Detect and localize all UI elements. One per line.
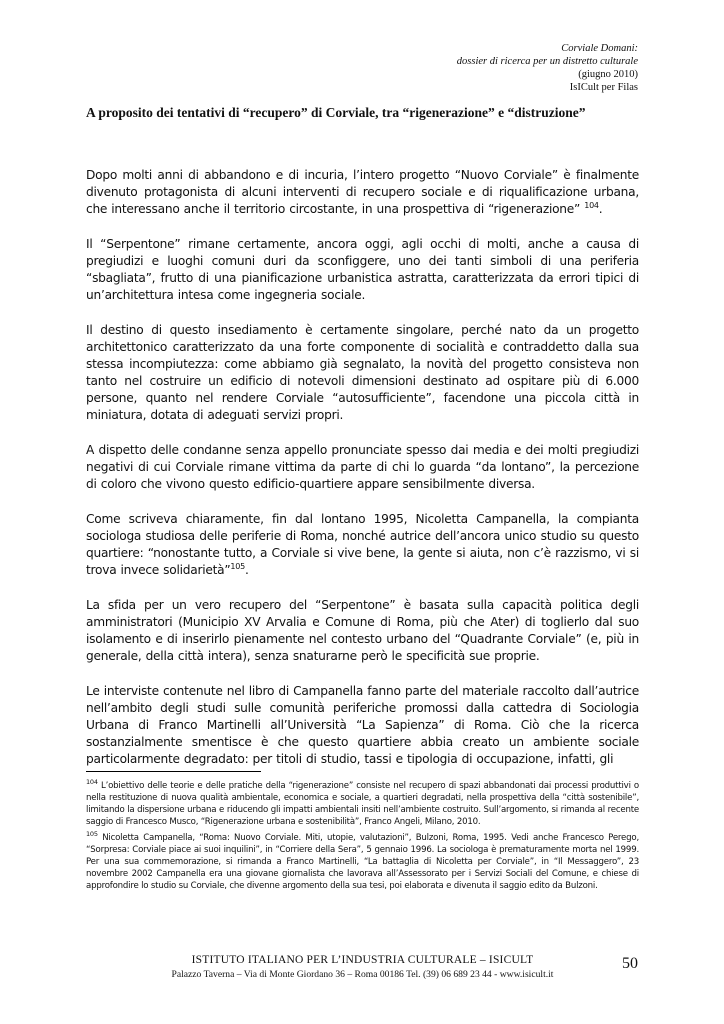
header-line-3: (giugno 2010)	[578, 69, 638, 80]
footnote-ref-105[interactable]: 105	[230, 561, 245, 571]
paragraph-1	[86, 167, 639, 218]
page-number: 50	[622, 955, 638, 972]
paragraph-3: Il destino di questo insediamento è certamente singolare, perché nato da un progetto architettonico caratterizzato da una forte componente di socialità e contraddetto dalla sua stessa incompiutezza: come abbiamo già segnalato, la novità del progetto consisteva non tanto nel costruire un edificio di notevoli dimensioni destinato ad ospitare più di 6.000 persone, quanto nel rendere Corviale “autosufficiente”, facendone una piccola città in miniatura, dotata di adeguati servizi propri.	[86, 323, 639, 422]
paragraph-7: Le interviste contenute nel libro di Campanella fanno parte del materiale raccolto dall’autrice nell’ambito degli studi sulle comunità periferiche promossi dalla cattedra di Sociologia Urbana di Franco Martinelli all’Università “La Sapienza” di Roma. Ciò che la ricerca sostanzialmente smentisce è che questo quartiere abbia creato un ambiente sociale particolarmente degradato: per titoli di studio, tassi e tipologia di occupazione, infatti, gli	[86, 684, 639, 766]
header-line-1: Corviale Domani:	[561, 43, 638, 54]
paragraph-2: Il “Serpentone” rimane certamente, ancora oggi, agli occhi di molti, anche a causa di pregiudizi e luoghi comuni duri da sconfiggere, uno dei tanti simboli di una periferia “sbagliata”, frutto di una pianificazione urbanistica astratta, caratterizzata da errori tipici di un’architettura intesa come ingegneria sociale.	[86, 237, 639, 302]
footnote-104-number: 104	[86, 778, 98, 787]
paragraph-5-end: .	[244, 563, 249, 577]
body-text	[86, 167, 639, 786]
header-line-2: dossier di ricerca per un distretto culturale	[456, 56, 638, 67]
footer-institute: ISTITUTO ITALIANO PER L’INDUSTRIA CULTURALE – ISICULT	[191, 954, 534, 966]
paragraph-1-text: Dopo molti anni di abbandono e di incuria, l’intero progetto “Nuovo Corviale” è finalmente divenuto protagonista di alcuni interventi di recupero sociale e di riqualificazione urbana, che interessano anche il territorio circostante, in una prospettiva di “rigenerazione”	[86, 168, 639, 216]
footnote-ref-104[interactable]: 104	[584, 200, 599, 210]
paragraph-6: La sfida per un vero recupero del “Serpentone” è basata sulla capacità politica degli amministratori (Municipio XV Arvalia e Comune di Roma, più che Ater) di toglierlo dal suo isolamento e di inserirlo pienamente nel contesto urbano del “Quadrante Corviale” (e, più in generale, della città intera), senza snaturarne però le specificità sue proprie.	[86, 598, 639, 663]
page-footer	[86, 953, 639, 981]
footnote-105	[86, 832, 639, 892]
paragraph-4: A dispetto delle condanne senza appello pronunciate spesso dai media e dei molti pregiudizi negativi di cui Corviale rimane vittima da parte di chi lo guarda “da lontano”, la percezione di coloro che vivono questo edificio-quartiere appare sensibilmente diversa.	[86, 443, 639, 491]
footer-address: Palazzo Taverna – Via di Monte Giordano 36 – Roma 00186 Tel. (39) 06 689 23 44 - www.isicult.it	[171, 969, 554, 980]
section-title: A proposito dei tentativi di “recupero” di Corviale, tra “rigenerazione” e “distruzione”	[86, 105, 586, 120]
footnote-divider	[86, 771, 261, 772]
running-header	[457, 42, 638, 94]
footnotes	[86, 780, 639, 896]
footnote-104	[86, 780, 639, 828]
paragraph-1-end: .	[598, 202, 603, 216]
footnote-105-number: 105	[86, 830, 98, 839]
footnote-105-text: Nicoletta Campanella, “Roma: Nuovo Corviale. Miti, utopie, valutazioni”, Bulzoni, Roma, 1995. Vedi anche Francesco Perego, “Sorpresa: Corviale piace ai suoi inquilini”, in “Corriere della Sera”, 5 gennaio 1996. La sociologa è prematuramente morta nel 1999. Per una sua commemorazione, si rimanda a Franco Martinelli, “La battaglia di Nicoletta per Corviale”, in “Il Messaggero”, 23 novembre 2002 Campanella era una giovane giornalista che lavorava all’Assessorato per i Servizi Sociali del Comune, e chiese di approfondire lo studio su Corviale, che divenne argomento della sua tesi, poi elaborata e divenuta il saggio edito da Bulzoni.	[86, 833, 639, 891]
paragraph-5-text: Come scriveva chiaramente, fin dal lontano 1995, Nicoletta Campanella, la compianta sociologa studiosa delle periferie di Roma, nonché autrice dell’ancora unico studio su questo quartiere: “nonostante tutto, a Corviale si vive bene, la gente si aiuta, non c’è razzismo, vi si trova invece solidarietà”	[86, 512, 639, 577]
paragraph-5	[86, 511, 639, 579]
header-line-4: IsICult per Filas	[569, 82, 638, 93]
footnote-104-text: L’obiettivo delle teorie e delle pratiche della “rigenerazione” consiste nel recupero di spazi abbandonati dai processi produttivi o nella restituzione di nuova qualità ambientale, economica e sociale, a quartieri degradati, nella prospettiva della “città sostenibile”, limitando la dispersione urbana e riducendo gli impatti ambientali insiti nell’ambiente costruito. Sull’argomento, si rimanda al recente saggio di Francesco Musco, “Rigenerazione urbana e sostenibilità”, Franco Angeli, Milano, 2010.	[86, 781, 639, 827]
